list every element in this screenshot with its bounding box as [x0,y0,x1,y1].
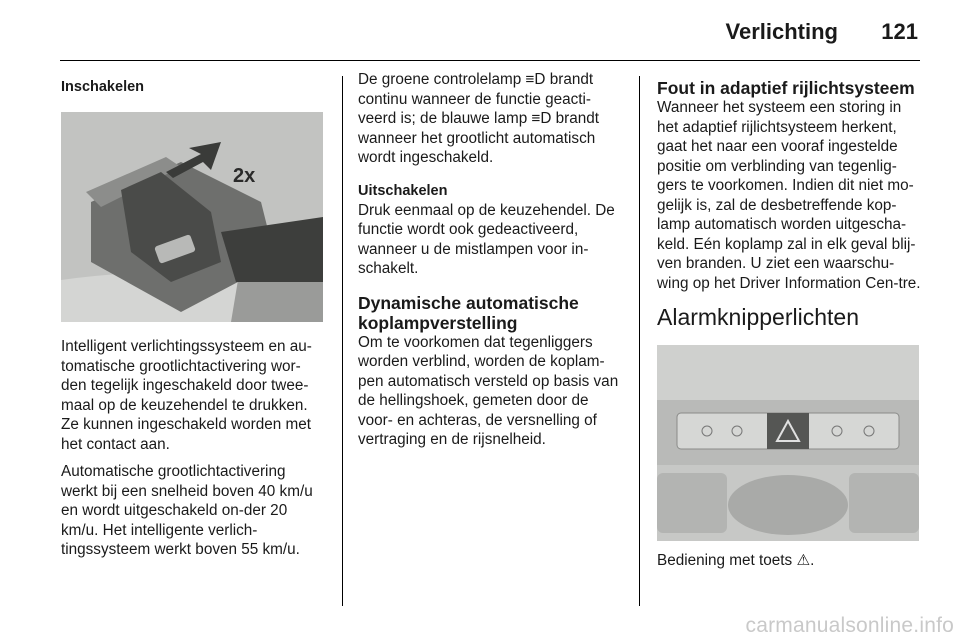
column-1 [61,70,325,568]
paragraph-auto-highbeam: Automatische grootlichtactivering werkt bij een snelheid boven 40 km/u en wordt uitgeschakeld on-der 20 km/u. Het intelligente verlich-tingssysteem werkt boven 55 km/u. [61,463,313,558]
paragraph-fault: Wanneer het systeem een storing in het adaptief rijlichtsysteem herkent, gaat het naar een vooraf ingestelde positie om verblinding van tegenlig-gers te voorkomen. Indien dit niet mo-gelijk is, zal de desbetreffende kop-lamp automatisch worden uitgescha-keld. Eén koplamp zal in elk geval blij-ven branden. U ziet een waarschu-wing op het Driver Information Cen-tre. [657,99,921,292]
column-divider-2 [639,76,640,606]
section-heading-fault: Fout in adaptief rijlichtsysteem [657,78,915,98]
stalk-switch-illustration [61,112,323,322]
figure-label-2x: 2x [233,165,256,187]
watermark: carmanualsonline.info [745,614,954,637]
section-heading-hazard-lights: Alarmknipperlichten [657,304,859,330]
column-3 [657,70,921,571]
column-2 [358,70,624,458]
section-heading-dynamic-leveling: Dynamische automatische koplampverstelling [358,292,579,333]
page-title: Verlichting [725,19,838,44]
paragraph-control-lamps: De groene controlelamp ≡D brandt continu wanneer de functie geacti-veerd is; de blauwe lamp ≡D brandt wanneer het grootlicht automatisch wordt ingeschakeld. [358,71,600,166]
page-header [0,0,960,62]
figure-caption: Bediening met toets ⚠. [657,552,815,569]
paragraph-intelligent-system: Intelligent verlichtingssysteem en au-tomatische grootlichtactivering wor-den tegelijk ingeschakeld door twee-maal op de keuzehendel te drukken. Ze kunnen ingeschakeld worden met het contact aan. [61,338,312,453]
paragraph-dynamic-leveling: Om te voorkomen dat tegenliggers worden verblind, worden de koplam-pen automatisch versteld op basis van de hellingshoek, gemeten door de voor- en achteras, de versnelling of vertraging en de rijsnelheid. [358,333,619,448]
section-heading-inschakelen: Inschakelen [61,79,145,95]
paragraph-uitschakelen: Druk eenmaal op de keuzehendel. De functie wordt ook gedeactiveerd, wanneer u de mistlampen voor in-schakelt. [358,201,615,277]
hazard-button-illustration [657,345,919,541]
column-divider-1 [342,76,343,606]
header-rule [60,60,920,61]
page-number: 121 [881,19,918,44]
section-heading-uitschakelen: Uitschakelen [358,182,448,199]
